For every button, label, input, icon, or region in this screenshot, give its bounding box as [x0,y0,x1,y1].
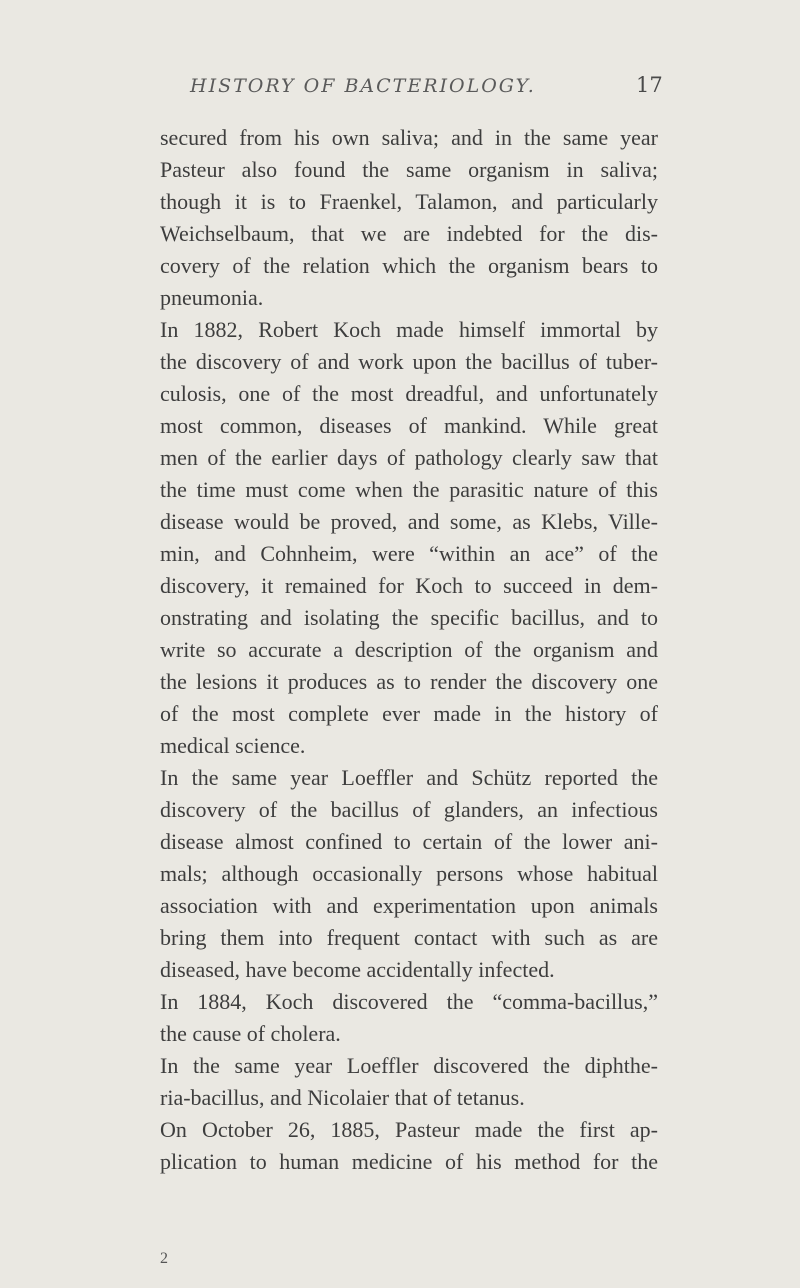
text-line: though it is to Fraenkel, Talamon, and particularly [160,189,658,214]
text-line: bring them into frequent contact with such as are [160,925,658,950]
text-line: the discovery of and work upon the bacillus of tuber- [160,349,658,374]
text-line: On October 26, 1885, Pasteur made the first ap- [160,1117,658,1142]
text-line: discovery of the bacillus of glanders, an infectious [160,797,658,822]
text-line: plication to human medicine of his method for the [160,1149,658,1174]
text-line: covery of the relation which the organism bears to [160,253,658,278]
text-line: mals; although occasionally persons whose habitual [160,861,658,886]
text-line: diseased, have become accidentally infected. [160,957,555,982]
text-line: the cause of cholera. [160,1021,341,1046]
text-line: In the same year Loeffler discovered the diphthe- [160,1053,658,1078]
running-head [0,75,800,109]
text-line: write so accurate a description of the organism and [160,637,658,662]
text-line: onstrating and isolating the specific bacillus, and to [160,605,658,630]
text-line: In the same year Loeffler and Schütz reported the [160,765,658,790]
page-number: 17 [636,73,663,97]
text-line: the time must come when the parasitic nature of this [160,477,658,502]
text-line: men of the earlier days of pathology clearly saw that [160,445,658,470]
text-line: most common, diseases of mankind. While great [160,413,658,438]
text-line: In 1884, Koch discovered the “comma-bacillus,” [160,989,658,1014]
signature-mark: 2 [160,1250,168,1267]
text-line: disease would be proved, and some, as Klebs, Ville- [160,509,658,534]
text-line: discovery, it remained for Koch to succeed in dem- [160,573,658,598]
text-line: association with and experimentation upon animals [160,893,658,918]
text-line: Pasteur also found the same organism in saliva; [160,157,658,182]
text-line: disease almost confined to certain of the lower ani- [160,829,658,854]
text-line: medical science. [160,733,306,758]
text-line: culosis, one of the most dreadful, and unfortunately [160,381,658,406]
running-head-title: HISTORY OF BACTERIOLOGY. [190,75,536,97]
text-line: Weichselbaum, that we are indebted for the dis- [160,221,658,246]
text-line: min, and Cohnheim, were “within an ace” of the [160,541,658,566]
text-line: of the most complete ever made in the history of [160,701,658,726]
text-line: pneumonia. [160,285,264,310]
body-text [160,122,658,1178]
text-line: secured from his own saliva; and in the same year [160,125,658,150]
text-line: the lesions it produces as to render the discovery one [160,669,658,694]
text-line: ria-bacillus, and Nicolaier that of tetanus. [160,1085,525,1110]
text-line: In 1882, Robert Koch made himself immortal by [160,317,658,342]
